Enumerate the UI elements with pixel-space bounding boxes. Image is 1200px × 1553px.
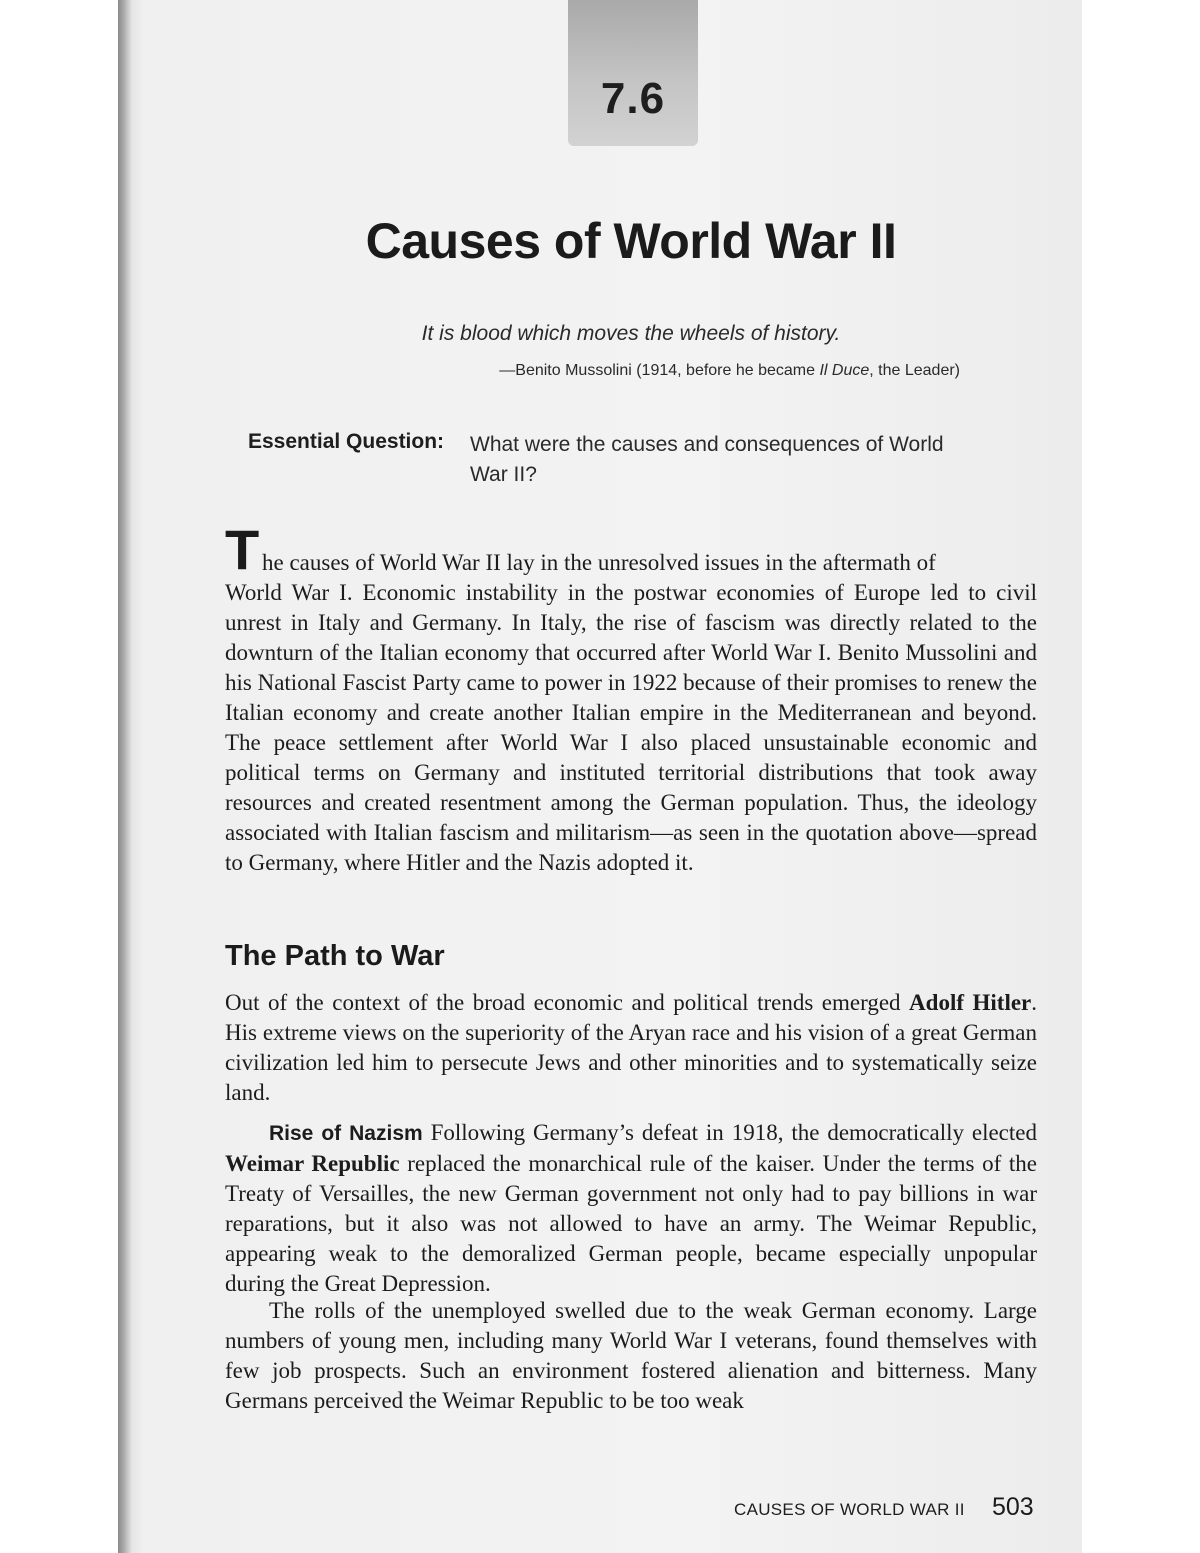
attribution-title: Il Duce [819, 362, 870, 379]
unemployment-paragraph: The rolls of the unemployed swelled due to the weak German economy. Large numbers of young men, including many World War I veterans, found themselves with few job prospects. Such an environment fostered alienation and bitterness. Many Germans perceived the Weimar Republic to be too weak [225, 1298, 1037, 1413]
path-text-before: Out of the context of the broad economic and political trends emerged [225, 990, 910, 1015]
attribution-suffix: , the Leader) [869, 362, 960, 379]
section-tab [568, 0, 698, 146]
epigraph-quote: It is blood which moves the wheels of history. [421, 322, 841, 345]
nazism-text-after: replaced the monarchical rule of the kaiser. Under the terms of the Treaty of Versailles, the new German government not only had to pay billions in war reparations, but it also was not allowed to have an army. The Weimar Republic, appearing weak to the demoralized German people, became especially unpopular during the Great Depression. [225, 1151, 1037, 1296]
drop-cap: T [225, 518, 260, 581]
gutter-shadow [118, 0, 132, 1553]
intro-paragraph: World War I. Economic instability in the postwar economies of Europe led to civil unrest in Italy and Germany. In Italy, the rise of fascism was directly related to the downturn of the Italian economy that occurred after World War I. Benito Mussolini and his National Fascist Party came to power in 1922 because of their promises to renew the Italian economy and create another Italian empire in the Mediterranean and beyond. The peace settlement after World War I also placed unsustainable economic and political terms on Germany and instituted territorial distributions that took away resources and created resentment among the German population. Thus, the ideology associated with Italian fascism and militarism—as seen in the quotation above—spread to Germany, where Hitler and the Nazis adopted it. [225, 580, 1037, 875]
nazism-text-before: Following Germany’s defeat in 1918, the democratically elected [422, 1120, 1037, 1145]
chapter-title: Causes of World War II [365, 213, 897, 269]
attribution-prefix: —Benito Mussolini (1914, before he became [499, 362, 820, 379]
key-term-adolf-hitler: Adolf Hitler [909, 990, 1032, 1015]
essential-question-text: What were the causes and consequences of World War II? [470, 433, 944, 486]
epigraph-attribution [226, 362, 960, 380]
running-footer-title: CAUSES OF WORLD WAR II [734, 1500, 965, 1519]
rise-of-nazism-paragraph [225, 1118, 1037, 1299]
page-margin-right [1082, 0, 1200, 1553]
path-to-war-paragraph [225, 988, 1037, 1108]
intro-first-line: he causes of World War II lay in the unresolved issues in the aftermath of [262, 550, 936, 575]
essential-question-label: Essential Question: [248, 430, 445, 453]
path-text-after: . His extreme views on the superiority of the Aryan race and his vision of a great German civilization led him to persecute Jews and other minorities and to systematically seize land. [225, 990, 1037, 1105]
section-number: 7.6 [600, 74, 666, 123]
section-heading-path-to-war: The Path to War [225, 940, 445, 972]
runin-heading-rise-of-nazism: Rise of Nazism [269, 1122, 423, 1145]
key-term-weimar-republic: Weimar Republic [225, 1151, 400, 1176]
page-number: 503 [992, 1493, 1034, 1521]
